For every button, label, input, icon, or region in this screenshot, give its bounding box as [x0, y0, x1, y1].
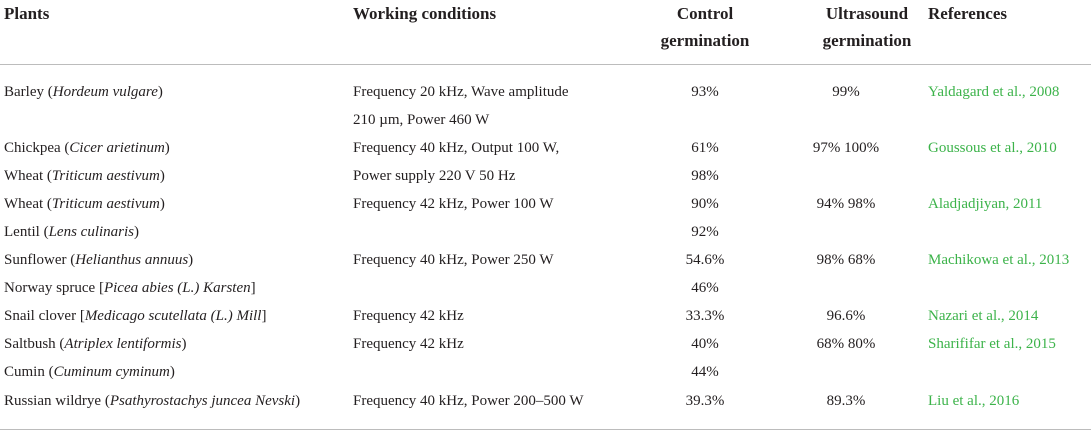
plant-bracket-close: ] [261, 308, 267, 324]
working-conditions-cell: Frequency 42 kHz [353, 308, 464, 324]
plant-bracket-close: ) [157, 84, 163, 100]
reference-link[interactable]: Yaldagard et al., 2008 [928, 84, 1060, 100]
control-germination-cell: 46% [691, 280, 719, 296]
table-row [0, 330, 1091, 358]
plant-scientific-name: Psathyrostachys juncea Nevski [109, 393, 296, 409]
ultrasound-germination-cell: 68% 80% [816, 336, 876, 352]
plant-bracket-close: ) [295, 393, 301, 409]
reference-link[interactable]: Sharififar et al., 2015 [928, 336, 1056, 352]
plant-bracket-close: ) [188, 252, 194, 268]
plant-common-name: Barley ( [4, 84, 53, 100]
reference-link[interactable]: Goussous et al., 2010 [928, 140, 1057, 156]
control-germination-cell: 98% [691, 168, 719, 184]
control-germination-cell: 44% [691, 364, 719, 380]
table-row [0, 162, 1091, 190]
control-germination-cell: 90% [691, 196, 719, 212]
plant-scientific-name: Cuminum cyminum [53, 364, 170, 380]
table-row [0, 190, 1091, 218]
header-control-line2: germination [660, 31, 750, 50]
plant-common-name: Russian wildrye ( [4, 393, 110, 409]
plant-scientific-name: Picea abies (L.) Karsten [103, 280, 251, 296]
header-ultrasound-line1: Ultrasound [825, 4, 909, 23]
plant-cell [4, 302, 266, 330]
plant-cell [4, 330, 187, 358]
bottom-rule [0, 429, 1091, 430]
plant-bracket-close: ) [159, 196, 165, 212]
header-references: References [928, 4, 1007, 23]
plant-common-name: Chickpea ( [4, 140, 70, 156]
plant-bracket-close: ) [181, 336, 187, 352]
plant-scientific-name: Triticum aestivum [51, 196, 160, 212]
header-working-conditions: Working conditions [353, 4, 497, 23]
plant-cell [4, 246, 193, 274]
plant-bracket-close: ) [134, 224, 140, 240]
plant-cell [4, 387, 300, 415]
table-row [0, 246, 1091, 274]
plant-common-name: Norway spruce [ [4, 280, 104, 296]
ultrasound-germination-cell: 96.6% [826, 308, 866, 324]
plant-cell [4, 218, 139, 246]
plant-common-name: Wheat ( [4, 168, 52, 184]
plant-cell [4, 358, 175, 386]
working-conditions-cell: Power supply 220 V 50 Hz [353, 168, 516, 184]
reference-link[interactable]: Nazari et al., 2014 [928, 308, 1039, 324]
plant-scientific-name: Lens culinaris [48, 224, 135, 240]
reference-link[interactable]: Aladjadjiyan, 2011 [928, 196, 1043, 212]
table-row [0, 358, 1091, 386]
control-germination-cell: 39.3% [685, 393, 725, 409]
plant-bracket-close: ] [250, 280, 256, 296]
table-row [0, 78, 1091, 106]
working-conditions-cell: Frequency 42 kHz [353, 336, 464, 352]
plant-common-name: Wheat ( [4, 196, 52, 212]
control-germination-cell: 40% [691, 336, 719, 352]
plant-bracket-close: ) [164, 140, 170, 156]
control-germination-cell: 92% [691, 224, 719, 240]
plant-bracket-close: ) [159, 168, 165, 184]
ultrasound-germination-cell: 99% [832, 84, 860, 100]
table-row [0, 302, 1091, 330]
control-germination-cell: 33.3% [685, 308, 725, 324]
plant-cell [4, 134, 170, 162]
plant-scientific-name: Cicer arietinum [69, 140, 165, 156]
table-header [0, 0, 1091, 65]
header-ultrasound-line2: germination [822, 31, 912, 50]
header-control-line1: Control [676, 4, 734, 23]
table-row [0, 218, 1091, 246]
plant-common-name: Cumin ( [4, 364, 54, 380]
plant-bracket-close: ) [169, 364, 175, 380]
reference-link[interactable]: Machikowa et al., 2013 [928, 252, 1070, 268]
plant-scientific-name: Hordeum vulgare [52, 84, 158, 100]
plant-scientific-name: Medicago scutellata (L.) Mill [84, 308, 262, 324]
plant-common-name: Sunflower ( [4, 252, 76, 268]
table-row [0, 134, 1091, 162]
working-conditions-cell: 210 µm, Power 460 W [353, 112, 490, 128]
table-row [0, 106, 1091, 134]
header-plants: Plants [4, 4, 50, 23]
working-conditions-cell: Frequency 40 kHz, Power 200–500 W [353, 393, 584, 409]
control-germination-cell: 54.6% [685, 252, 725, 268]
plant-cell [4, 162, 165, 190]
control-germination-cell: 93% [691, 84, 719, 100]
plant-cell [4, 78, 163, 106]
working-conditions-cell: Frequency 40 kHz, Output 100 W, [353, 140, 560, 156]
working-conditions-cell: Frequency 42 kHz, Power 100 W [353, 196, 554, 212]
working-conditions-cell: Frequency 20 kHz, Wave amplitude [353, 84, 569, 100]
control-germination-cell: 61% [691, 140, 719, 156]
plant-scientific-name: Triticum aestivum [51, 168, 160, 184]
ultrasound-germination-cell: 94% 98% [816, 196, 876, 212]
ultrasound-germination-cell: 97% 100% [812, 140, 880, 156]
table-row [0, 274, 1091, 302]
reference-link[interactable]: Liu et al., 2016 [928, 393, 1020, 409]
plant-common-name: Snail clover [ [4, 308, 85, 324]
plant-cell [4, 274, 256, 302]
ultrasound-germination-cell: 89.3% [826, 393, 866, 409]
plant-scientific-name: Atriplex lentiformis [64, 336, 182, 352]
plant-cell [4, 190, 165, 218]
plant-common-name: Lentil ( [4, 224, 49, 240]
plant-scientific-name: Helianthus annuus [75, 252, 189, 268]
table-row [0, 387, 1091, 415]
ultrasound-germination-cell: 98% 68% [816, 252, 876, 268]
working-conditions-cell: Frequency 40 kHz, Power 250 W [353, 252, 554, 268]
plant-common-name: Saltbush ( [4, 336, 65, 352]
